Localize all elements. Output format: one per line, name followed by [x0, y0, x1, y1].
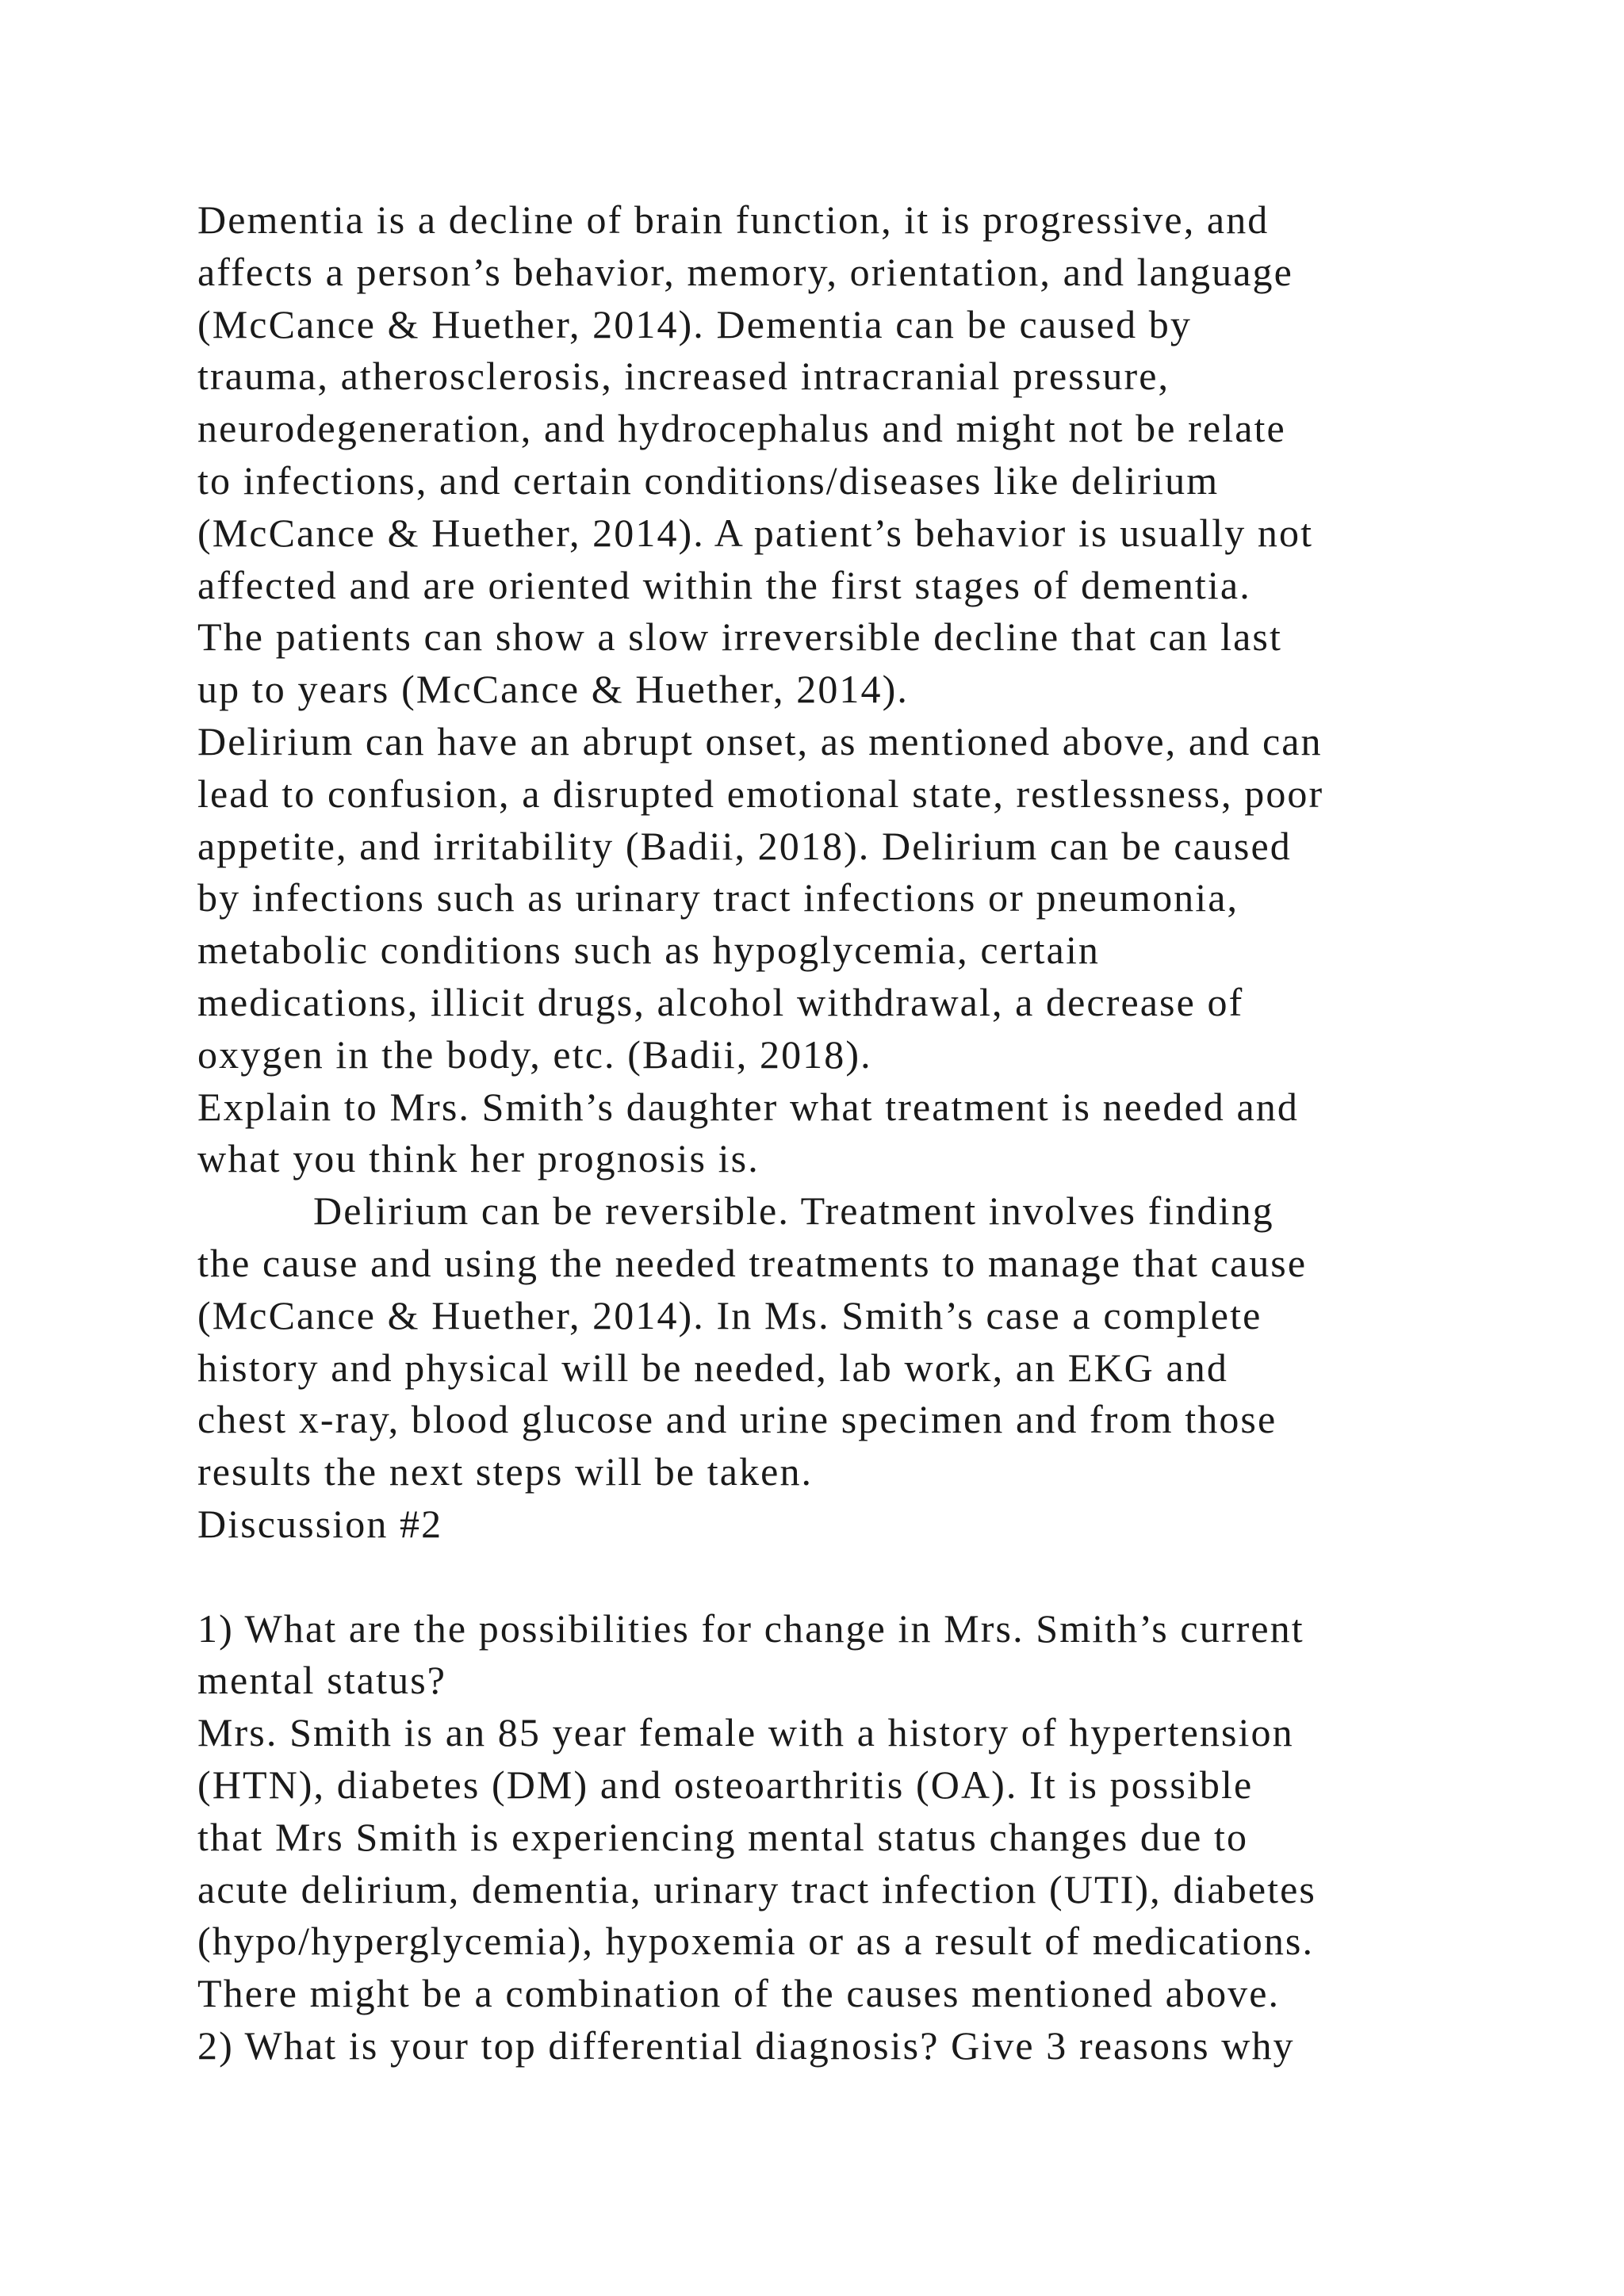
text-line: oxygen in the body, etc. (Badii, 2018). — [197, 1031, 872, 1077]
text-line: chest x-ray, blood glucose and urine specimen and from those — [197, 1397, 1277, 1442]
section-heading: Discussion #2 — [197, 1501, 443, 1546]
text-line: (HTN), diabetes (DM) and osteoarthritis (OA). It is possible — [197, 1762, 1254, 1807]
text-line: Mrs. Smith is an 85 year female with a history of hypertension — [197, 1710, 1294, 1755]
text-line: affected and are oriented within the first stages of dementia. — [197, 562, 1251, 607]
text-line: metabolic conditions such as hypoglycemia, certain — [197, 928, 1101, 973]
text-line: medications, illicit drugs, alcohol withdrawal, a decrease of — [197, 979, 1244, 1024]
text-line: Dementia is a decline of brain function, it is progressive, and — [197, 197, 1270, 242]
text-line: (McCance & Huether, 2014). A patient’s behavior is usually not — [197, 510, 1314, 555]
text-line: that Mrs Smith is experiencing mental status changes due to — [197, 1814, 1249, 1859]
text-line: (McCance & Huether, 2014). Dementia can be caused by — [197, 301, 1192, 346]
question-line: 1) What are the possibilities for change in Mrs. Smith’s current — [197, 1605, 1304, 1651]
question-line: Explain to Mrs. Smith’s daughter what treatment is needed and — [197, 1084, 1299, 1129]
text-line: to infections, and certain conditions/diseases like delirium — [197, 457, 1220, 503]
question-line: 2) What is your top differential diagnosis? Give 3 reasons why — [197, 2022, 1295, 2068]
text-line: (McCance & Huether, 2014). In Ms. Smith’s case a complete — [197, 1292, 1262, 1337]
text-line: Delirium can be reversible. Treatment involves finding — [197, 1188, 1274, 1234]
text-line: The patients can show a slow irreversible decline that can last — [197, 614, 1282, 660]
text-line: by infections such as urinary tract infections or pneumonia, — [197, 875, 1239, 920]
text-line: history and physical will be needed, lab work, an EKG and — [197, 1345, 1228, 1390]
text-line: appetite, and irritability (Badii, 2018). Delirium can be caused — [197, 823, 1292, 868]
blank-line — [197, 1551, 1466, 1603]
text-line: neurodegeneration, and hydrocephalus and might not be relate — [197, 406, 1286, 451]
text-line: trauma, atherosclerosis, increased intracranial pressure, — [197, 354, 1170, 399]
text-line: the cause and using the needed treatments to manage that cause — [197, 1240, 1308, 1285]
text-line: results the next steps will be taken. — [197, 1449, 814, 1494]
question-line: what you think her prognosis is. — [197, 1136, 760, 1181]
text-line: There might be a combination of the causes mentioned above. — [197, 1971, 1281, 2016]
text-line: up to years (McCance & Huether, 2014). — [197, 667, 909, 712]
text-line: lead to confusion, a disrupted emotional state, restlessness, poor — [197, 771, 1324, 816]
text-line: (hypo/hyperglycemia), hypoxemia or as a result of medications. — [197, 1919, 1315, 1964]
document-body — [197, 194, 1466, 2072]
text-line: Delirium can have an abrupt onset, as mentioned above, and can — [197, 718, 1323, 763]
text-line: acute delirium, dementia, urinary tract infection (UTI), diabetes — [197, 1866, 1316, 1911]
text-line: affects a person’s behavior, memory, orientation, and language — [197, 249, 1293, 294]
question-line: mental status? — [197, 1658, 447, 1703]
